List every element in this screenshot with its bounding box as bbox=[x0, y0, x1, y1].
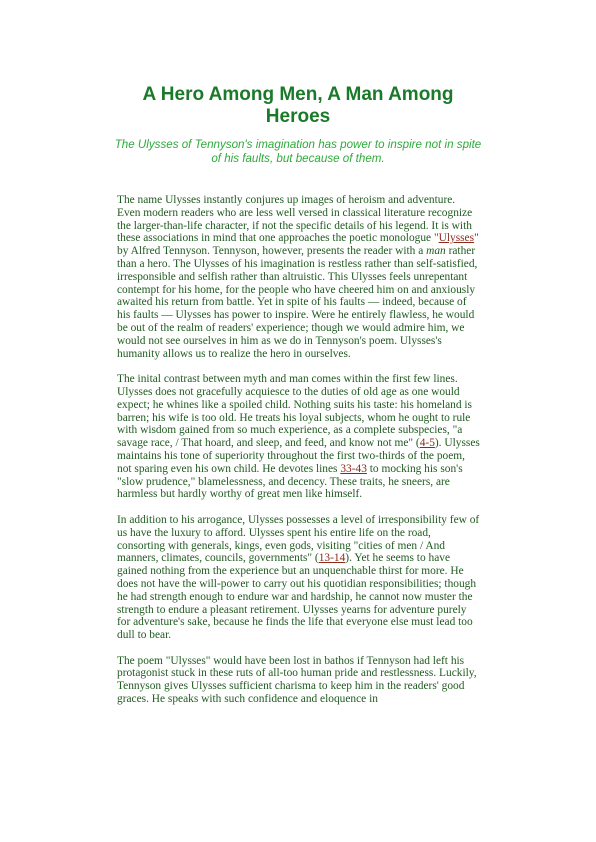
paragraph-3 bbox=[117, 514, 480, 642]
lines-13-14-link[interactable]: 13-14 bbox=[318, 552, 346, 565]
ulysses-poem-link[interactable]: Ulysses bbox=[438, 232, 475, 245]
p3-text-a: In addition to his arrogance, Ulysses possesses a level of irresponsibility few of us have the luxury to afford. Ulysses spent his entire life on the road, consorting with generals, kings, even gods, visiting "cities of men / And manners, climates, councils, governments" ( bbox=[117, 513, 480, 565]
page-title: A Hero Among Men, A Man Among Heroes bbox=[142, 84, 454, 127]
essay-body bbox=[117, 194, 480, 719]
paragraph-4 bbox=[117, 655, 480, 706]
p2-text-c: to mocking his son's "slow prudence," blamelessness, and decency. These traits, he sneers, are harmless but hardly worthy of great men like himself. bbox=[117, 462, 463, 501]
lines-4-5-link[interactable]: 4-5 bbox=[419, 437, 435, 450]
p1-emphasis: man bbox=[426, 245, 446, 258]
p4-text-a: The poem "Ulysses" would have been lost in bathos if Tennyson had left his protagonist stuck in these ruts of all-too human pride and restlessness. Luckily, Tennyson gives Ulysses sufficient charisma to keep him in the readers' good graces. He speaks with such confidence and eloquence in bbox=[117, 654, 477, 706]
p1-text-b: " by Alfred Tennyson. Tennyson, however, presents the reader with a bbox=[117, 232, 479, 258]
p1-text-c: rather than a hero. The Ulysses of his imagination is restless rather than self-satisfied, irresponsible and selfish rather than altruistic. This Ulysses feels unrepentant contempt for his home, for the people who have cheered him on and anxiously awaited his return from battle. Yet in spite of his faults — indeed, because of his faults — Ulysses has power to inspire. Were he entirely flawless, he would be out of the realm of readers' experience; though we would admire him, we would not see ourselves in him as we do in Tennyson's poem. Ulysses's humanity allows us to realize the hero in ourselves. bbox=[117, 245, 478, 360]
page-subtitle: The Ulysses of Tennyson's imagination has power to inspire not in spite of his faults, but because of them. bbox=[114, 138, 482, 165]
lines-33-43-link[interactable]: 33-43 bbox=[340, 462, 367, 475]
p3-text-b: ). Yet he seems to have gained nothing from the experience but an unquenchable thirst for more. He does not have the will-power to carry out his quotidian responsibilities; though he had strength enough to endure war and hardship, he cannot now muster the strength to endure a pleasant retirement. Ulysses yearns for adventure purely for adventure's sake, because he finds the life that everyone else must lead too dull to bear. bbox=[117, 552, 477, 642]
p2-text-b: ). Ulysses maintains his tone of superiority throughout the first two-thirds of the poem, not sparing even his own child. He devotes lines bbox=[117, 437, 480, 475]
p1-text-a: The name Ulysses instantly conjures up images of heroism and adventure. Even modern readers who are less well versed in classical literature recognize the larger-than-life character, if not the specific details of his legend. It is with these associations in mind that one approaches the poetic monologue " bbox=[117, 194, 473, 245]
p2-text-a: The inital contrast between myth and man comes within the first few lines. Ulysses does not gracefully acquiesce to the duties of old age as one would expect; he whines like a spoiled child. Nothing suits his taste: his homeland is barren; his wife is too old. He treats his loyal subjects, whom he ought to rule with wisdom gained from so much experience, as a complete subspecies, "a savage race, / That hoard, and sleep, and feed, and know not me" ( bbox=[117, 373, 472, 450]
paragraph-2 bbox=[117, 373, 480, 501]
paragraph-1 bbox=[117, 194, 480, 360]
